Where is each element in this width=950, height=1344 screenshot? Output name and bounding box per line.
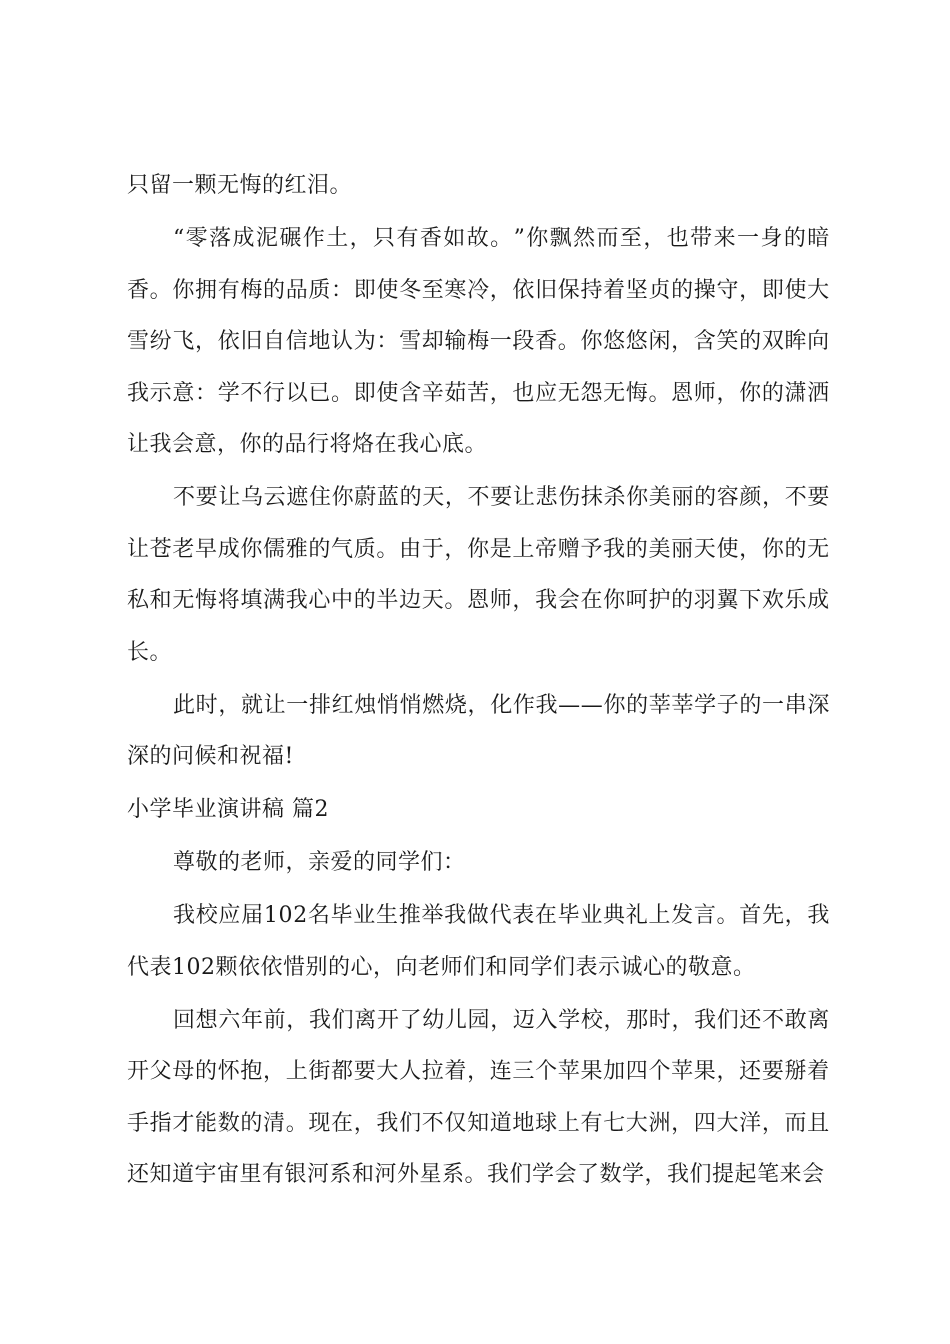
paragraph-line: 让我会意，你的品行将烙在我心底。 xyxy=(127,432,488,457)
paragraph-line: 还知道宇宙里有银河系和河外星系。我们学会了数学，我们提起笔来会 xyxy=(127,1162,825,1187)
paragraph-line: 我 校 应 届 1 0 2 名 毕 业 生 推 举 我 做 代 表 在 毕 业 典 礼 上 发 言 。 首 先 ， 我 xyxy=(173,903,830,928)
paragraph-line: 只留一颗无悔的红泪。 xyxy=(127,173,353,198)
paragraph-line: 深的问候和祝福! xyxy=(127,744,294,769)
paragraph-line: 雪 纷 飞 ， 依 旧 自 信 地 认 为 ： 雪 却 输 梅 一 段 香 。 你 悠 悠 闲 ， 含 笑 的 双 眸 向 xyxy=(127,329,830,354)
paragraph-line: 此 时 ， 就 让 一 排 红 烛 悄 悄 燃 烧 ， 化 作 我 — — 你 的 莘 莘 学 子 的 一 串 深 xyxy=(173,692,830,718)
paragraph-line: 尊敬的老师，亲爱的同学们： xyxy=(173,850,466,875)
paragraph-line: 香 。 你 拥 有 梅 的 品 质 ： 即 使 冬 至 寒 冷 ， 依 旧 保 持 着 坚 贞 的 操 守 ， 即 使 大 xyxy=(127,277,830,303)
paragraph-line: “ 零 落 成 泥 碾 作 土 ， 只 有 香 如 故 。 ” 你 飘 然 而 至 ， 也 带 来 一 身 的 暗 xyxy=(173,226,830,251)
section-heading-text: 小学毕业演讲稿 篇2 xyxy=(127,797,329,822)
paragraph-line: 我 示 意 ： 学 不 行 以 已 。 即 使 含 辛 茹 苦 ， 也 应 无 怨 无 悔 。 恩 师 ， 你 的 潇 洒 xyxy=(127,380,830,406)
paragraph-line: 回 想 六 年 前 ， 我 们 离 开 了 幼 儿 园 ， 迈 入 学 校 ， 那 时 ， 我 们 还 不 敢 离 xyxy=(173,1007,830,1033)
paragraph-line: 长。 xyxy=(127,639,173,665)
paragraph-line: 让 苍 老 早 成 你 儒 雅 的 气 质 。 由 于 ， 你 是 上 帝 赠 予 我 的 美 丽 天 使 ， 你 的 无 xyxy=(127,536,830,562)
paragraph-line: 不 要 让 乌 云 遮 住 你 蔚 蓝 的 天 ， 不 要 让 悲 伤 抹 杀 你 美 丽 的 容 颜 ， 不 要 xyxy=(173,485,830,510)
paragraph-line: 开 父 母 的 怀 抱 ， 上 街 都 要 大 人 拉 着 ， 连 三 个 苹 果 加 四 个 苹 果 ， 还 要 掰 着 xyxy=(127,1059,830,1084)
paragraph-line: 代表102颗依依惜别的心，向老师们和同学们表示诚心的敬意。 xyxy=(127,954,756,980)
paragraph-line: 手 指 才 能 数 的 清 。 现 在 ， 我 们 不 仅 知 道 地 球 上 有 七 大 洲 ， 四 大 洋 ， 而 且 xyxy=(127,1110,830,1136)
paragraph-line: 私 和 无 悔 将 填 满 我 心 中 的 半 边 天 。 恩 师 ， 我 会 在 你 呵 护 的 羽 翼 下 欢 乐 成 xyxy=(127,588,830,613)
